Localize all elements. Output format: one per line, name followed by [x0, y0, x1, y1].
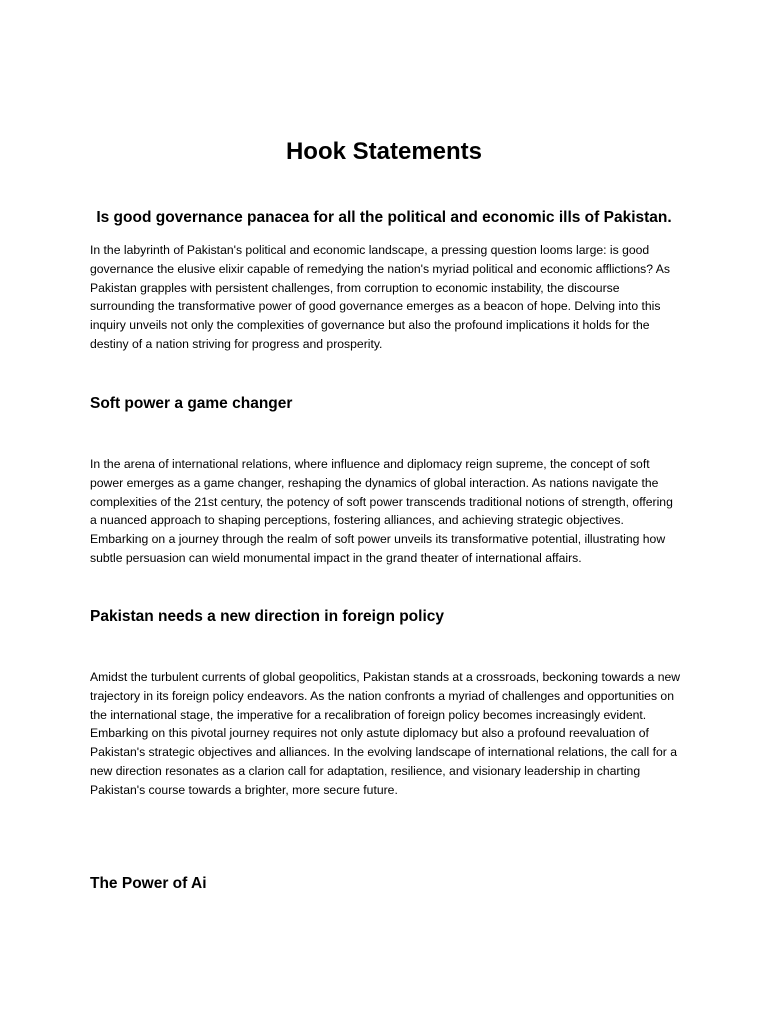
- document-title: Hook Statements: [285, 138, 483, 165]
- section-body-soft-power: In the arena of international relations, where influence and diplomacy reign supreme, the concept of soft power emerges as a game changer, reshaping the dynamics of global interaction. As nations navigate the complexities of the 21st century, the potency of soft power transcends traditional notions of strength, offering a nuanced approach to shaping perceptions, fostering alliances, and achieving strategic objectives. Embarking on a journey through the realm of soft power unveils its transformative potential, illustrating how subtle persuasion can wield monumental impact in the grand theater of international affairs.: [90, 457, 673, 565]
- section-body-foreign-policy: Amidst the turbulent currents of global geopolitics, Pakistan stands at a crossroads, beckoning towards a new trajectory in its foreign policy endeavors. As the nation confronts a myriad of challenges and opportunities on the international stage, the imperative for a recalibration of foreign policy becomes increasingly evident. Embarking on this pivotal journey requires not only astute diplomacy but also a profound reevaluation of Pakistan's strategic objectives and alliances. In the evolving landscape of international relations, the call for a new direction resonates as a clarion call for adaptation, resilience, and visionary leadership in charting Pakistan's course towards a brighter, more secure future.: [90, 670, 681, 797]
- section-heading-soft-power: Soft power a game changer: [90, 395, 293, 412]
- section-heading-good-governance: Is good governance panacea for all the political and economic ills of Pakistan.: [96, 209, 672, 226]
- section-body-good-governance: In the labyrinth of Pakistan's political and economic landscape, a pressing question looms large: is good governance the elusive elixir capable of remedying the nation's myriad political and economic afflictions? As Pakistan grapples with persistent challenges, from corruption to economic instability, the discourse surrounding the transformative power of good governance emerges as a beacon of hope. Delving into this inquiry unveils not only the complexities of governance but also the profound implications it holds for the destiny of a nation striving for progress and prosperity.: [90, 243, 670, 351]
- section-heading-foreign-policy: Pakistan needs a new direction in foreign policy: [90, 608, 445, 625]
- section-heading-power-of-ai: The Power of Ai: [90, 875, 207, 892]
